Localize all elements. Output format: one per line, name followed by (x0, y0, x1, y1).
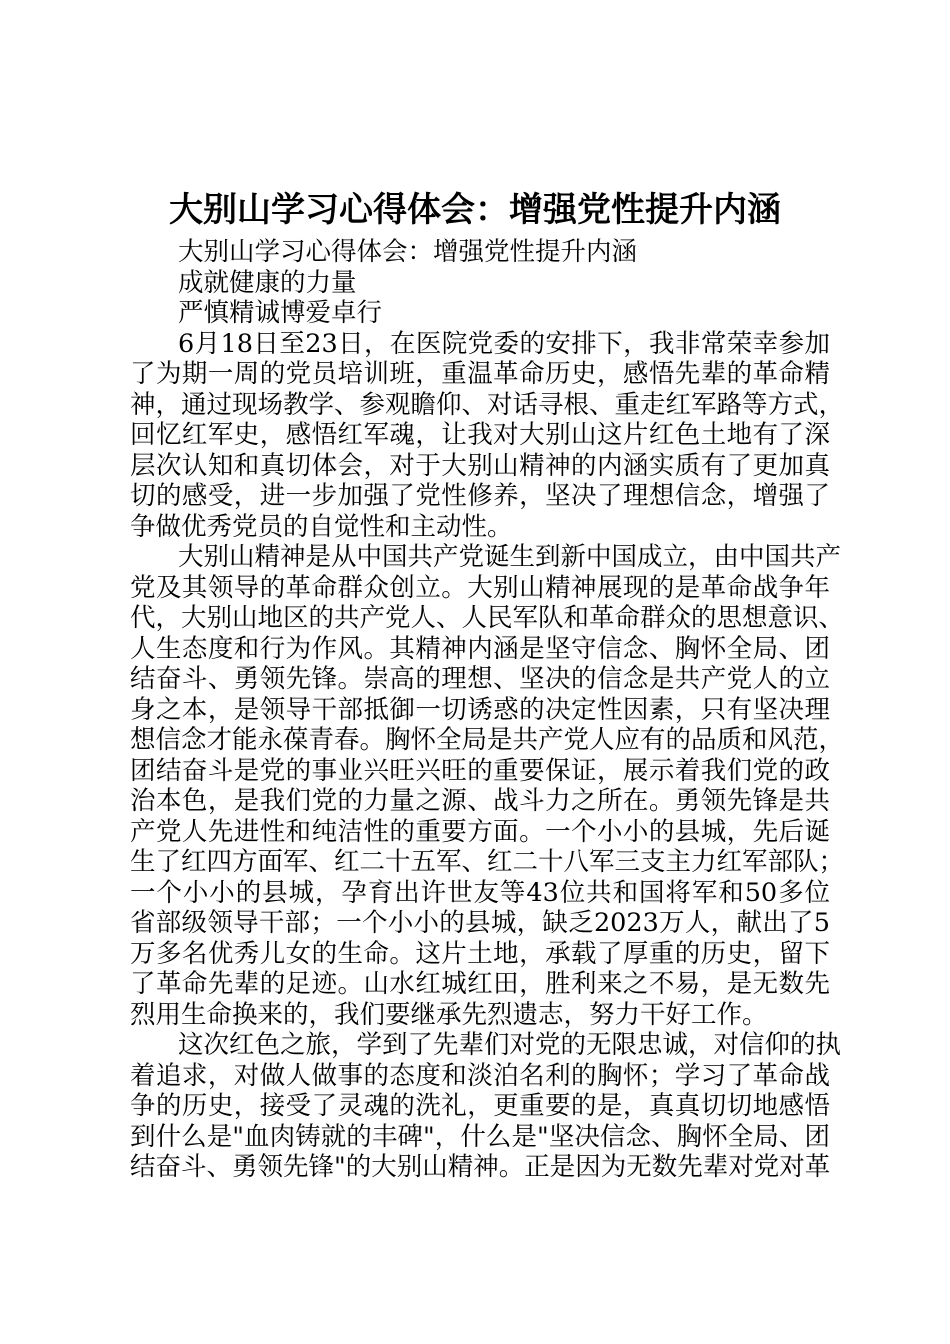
paragraph-line: 一个小小的县城，孕育出许世友等43位共和国将军和50多位 (130, 877, 830, 908)
paragraph-line: 争做优秀党员的自觉性和主动性。 (130, 511, 513, 542)
paragraph-line: 产党人先进性和纯洁性的重要方面。一个小小的县城，先后诞 (130, 816, 830, 847)
paragraph-line: 结奋斗、勇领先锋"的大别山精神。正是因为无数先辈对党对革 (130, 1152, 831, 1182)
header-line: 成就健康的力量 (178, 267, 357, 298)
document-body (130, 237, 845, 1183)
paragraph-line: 想信念才能永葆青春。胸怀全局是共产党人应有的品质和风范， (130, 725, 845, 755)
paragraph-2 (130, 542, 845, 1030)
paragraph-line: 生了红四方面军、红二十五军、红二十八军三支主力红军部队； (130, 847, 845, 877)
paragraph-line: 了革命先辈的足迹。山水红城红田，胜利来之不易，是无数先 (130, 969, 830, 999)
paragraph-line: 身之本，是领导干部抵御一切诱惑的决定性因素，只有坚决理 (130, 694, 830, 725)
paragraph-line: 党及其领导的革命群众创立。大别山精神展现的是革命战争年 (130, 572, 830, 603)
paragraph-line: 治本色，是我们党的力量之源、战斗力之所在。勇领先锋是共 (130, 786, 830, 816)
paragraph-line: 层次认知和真切体会，对于大别山精神的内涵实质有了更加真 (130, 450, 830, 481)
paragraph-line: 这次红色之旅，学到了先辈们对党的无限忠诚，对信仰的执 (178, 1030, 842, 1060)
paragraph-line: 结奋斗、勇领先锋。崇高的理想、坚决的信念是共产党人的立 (130, 664, 830, 694)
paragraph-line: 争的历史，接受了灵魂的洗礼，更重要的是，真真切切地感悟 (130, 1091, 830, 1121)
paragraph-3 (130, 1030, 842, 1183)
header-block (130, 237, 830, 329)
paragraph-line: 大别山精神是从中国共产党诞生到新中国成立，由中国共产 (178, 542, 842, 572)
header-line: 严慎精诚博爱卓行 (178, 298, 383, 328)
paragraph-line: 人生态度和行为作风。其精神内涵是坚守信念、胸怀全局、团 (130, 633, 830, 664)
paragraph-1 (130, 328, 845, 543)
paragraph-line: 着追求，对做人做事的态度和淡泊名利的胸怀；学习了革命战 (130, 1060, 830, 1091)
paragraph-line: 切的感受，进一步加强了党性修养，坚决了理想信念，增强了 (130, 481, 830, 511)
paragraph-line: 6月18日至23日，在医院党委的安排下，我非常荣幸参加 (178, 328, 830, 359)
paragraph-line: 万多名优秀儿女的生命。这片土地，承载了厚重的历史，留下 (130, 938, 830, 969)
paragraph-line: 烈用生命换来的，我们要继承先烈遗志，努力干好工作。 (130, 999, 768, 1030)
paragraph-line: 神，通过现场教学、参观瞻仰、对话寻根、重走红军路等方式， (130, 389, 845, 420)
paragraph-line: 回忆红军史，感悟红军魂，让我对大别山这片红色土地有了深 (130, 420, 830, 450)
paragraph-line: 了为期一周的党员培训班，重温革命历史，感悟先辈的革命精 (130, 359, 830, 389)
paragraph-line: 团结奋斗是党的事业兴旺兴旺的重要保证，展示着我们党的政 (130, 755, 830, 786)
document-title: 大别山学习心得体会：增强党性提升内涵 (169, 190, 781, 230)
paragraph-line: 到什么是"血肉铸就的丰碑"，什么是"坚决信念、胸怀全局、团 (130, 1121, 830, 1152)
paragraph-line: 省部级领导干部；一个小小的县城，缺乏2023万人，献出了5 (130, 908, 830, 938)
paragraph-line: 代，大别山地区的共产党人、人民军队和革命群众的思想意识、 (130, 603, 845, 633)
header-line: 大别山学习心得体会：增强党性提升内涵 (178, 237, 638, 267)
